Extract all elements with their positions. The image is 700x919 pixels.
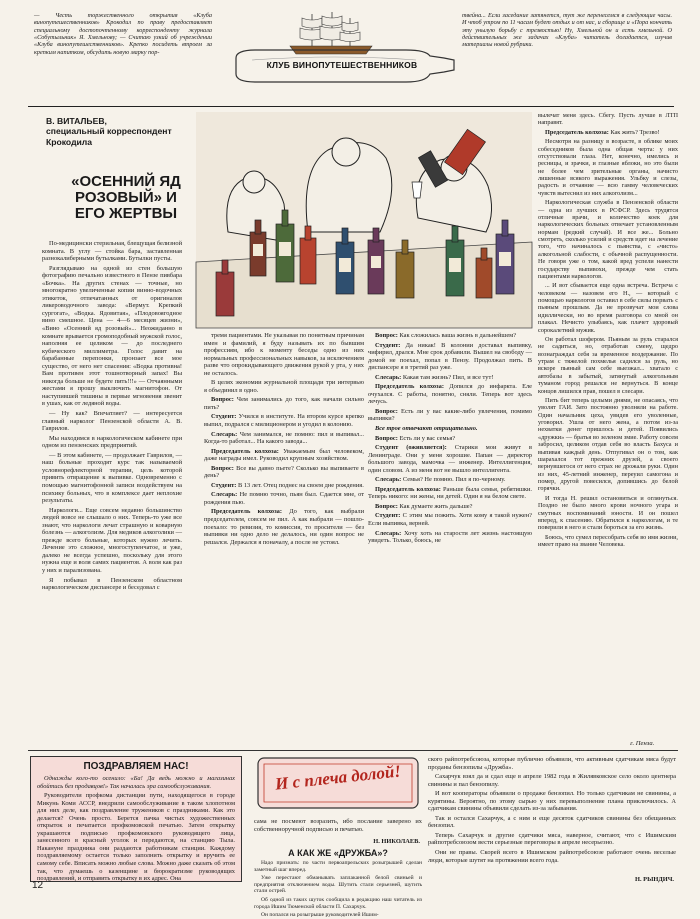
page-number: 12 <box>32 880 44 891</box>
col4-p6: Пить бит теперь целыми днями, не опасаясь, что уволят ГАИ. Зато постоянно уволняли на работе. Один начальник цеха, увидев его уволенные, уговорил. Ушла от него жена, а потом из-за нехватки денег пришлось и детей. Появились «дружки» — братья во зеленом змие. Работу совсем забросил, целиком отдав себя во власть Бахуса и выпивая каждый день. Отпугивал он о том, как шарахался тот прежних друзей, а своего вернувшегося от него страх не дрожали руки. Один из них, 45-летний инженер, переуил самогона и помер, другой повесился, допившись до белой горячки. <box>538 396 678 493</box>
col1-p2: Разглядываю на одной из стен большую фотографию печально известного в Пензе пивбара «Бочка». На других стенах — точные, но многократно увеличенные копии винно-водочных этикеток, отпечатанных от оригиналов ликероводочного завода: «Вермут. Крепкий сургогат», «Водка. Ядовитая», «Плодовоягодное вино смешное. Цена — 4—6 месяцев жизни», «Вино «Осенний яд розовый»... Неожиданно в комнате врывается громоподобный мужской голос, наполняя ее целиком — до последнего кубического миллиметра. Голос давит на барабанные перепонки, пронзает все мое существо, от него нет спасения: «Водка противна! Вам противен этот тошнотворный запах! Вы никогда больше не будете пить!!!» — Отчаянными жестами я прошу выключить магнитофон. От наступившей тишины в первые мгновения звенит в ушах, как от ледяной воды. <box>42 264 182 408</box>
speaker: Слесарь: <box>211 491 238 499</box>
col3-dialog-2: Студент: Да никак! В колонии доставал выпивку, чифирил, дрался. Мне срок добавили. Вышел на свободу — домой не поехал, попал в Пензу. Продолжал пить. В диспансере я в третий раз уже. <box>368 341 532 372</box>
col4-dialog-1: Председатель колхоза: Как жить? Трезво! <box>545 128 660 136</box>
col3-dialog-12: Студент: С этим мы пожить. Хотя кому я такой нужен? Если выпивка, верней. <box>368 512 532 528</box>
col3-dialog-6: Все трое отвечают отрицательно. <box>375 425 478 433</box>
right-bottom-signature: Н. РЫНДИЧ. <box>635 876 674 883</box>
col1-p3: — Ну как? Впечатляет? — интересуется главный нарколог Пензенской области А. В. Гаврилов. <box>42 410 182 433</box>
col2-dialog-7 <box>204 491 364 506</box>
congrats-signature: Н. НИКОЛАЕВ. <box>373 838 420 845</box>
congrats-box <box>30 756 242 882</box>
article-col-4 <box>538 112 678 744</box>
article-col-3 <box>368 332 532 736</box>
col2-dialog-3 <box>204 431 364 446</box>
byline-name: В. ВИТАЛЬЕВ, <box>46 116 107 126</box>
right-bottom-body: ского райпотребсоюза, которые публично объявили, что активным сдатчикам мяса будут проданы бензопилы «Дружба». Сахарчук взял да и сдал еще в апреле 1982 года в Жилявковское село около центнера свинины и пал бензопилу. И вот кооператоры объявили о продаже бензопил. Но только сдатчикам не свинины, а курятины. Вероятно, по этому сырью у них перевыполнение плана приключилось. А сдатчикам свинины объявили сделать из-за забывания. Так и остался Сахарчук, а с ним и еще десяток сдатчиков свинины без обещанных бензопил. Теперь Сахарчук и другие сдатчики мяса, наверное, считают, что с Ишимским райпотребсоюзом вести серьезные переговоры в апреле несерьезно. Они не правы. Скорей всего в Ишимском райпотребсоюзе работают очень веселые люди, которые шутят на протяжении всего года. <box>428 756 676 864</box>
col1-p6: Наркологи... Еще совсем недавно большинство людей вовсе не слышало о них. Теперь-то уже все знают, что наркологи лечат страшную и коварную болезнь — алкоголизм. Для медиков алкоголики — прежде всего больные, которых нужно лечить. Лечение это сложное, многоступенчатое, и уже, далеко не всегда успешно, поскольку для этого нужна еще и воля самих пациентов. А воля как раз у них и парализована. <box>42 506 182 574</box>
congrats-p2: Руководители профкома дистанции пути, находящегося в городе Микунь Коми АССР, внедрили самообслуживание в таком хлопотном для них деле, как поздравление тружеников с праздниками. Как это делается? Очень просто. Берется пачка чистых художественных открыток и печатается профкомовской печатью. Затем открытку украшаются подписью профкомовского руководящего лица, занесенного в красный уголок и передаются, на станцию Тыла. Накануне праздника они раздаются работникам станции. Каждому поздравляемому остается только заполнить открытку и вручить ее самому себе. Вписать можно любые слова. Можно даже сказать об этом так, что думаешь о казенщине и бюрократизме руководящих поздравлений, и отправить открытку в их адрес. Она <box>37 792 235 883</box>
col4-p7: И тогда Н. решил остановиться и оглянуться. Поздно не было много крови ночного угара и смутных воспоминаний юности. И он пошел вперед, к спасению. Обратился к наркологам, и те поверили в него и стали бороться за его жизнь. <box>538 494 678 532</box>
bottle-ship-icon <box>216 10 460 106</box>
col2-p2: В целях экономии журнальной площади три интервью я объединил в одно. <box>204 379 364 394</box>
article-title: «ОСЕННИЙ ЯД РОЗОВЫЙ» И ЕГО ЖЕРТВЫ <box>71 173 181 222</box>
col3-dialog-13: Слесарь: Хочу хоть на старости лет жизнь настоящую увидеть. Только, боюсь, не <box>368 529 532 545</box>
reply: Уважаемым был человеком, даже награды имел. Руководил крупным хозяйством. <box>204 447 364 463</box>
drunkards-cartoon-icon <box>196 112 532 328</box>
col1-p5: — В этом кабинете, — продолжает Гаврилов, — наш больные проходят курс так называемой условнорефлекторной терапии, цель которой привить отвращение к выпивке. Одновременно с помощью магнитофонной записи воздействуем на психику больных, что в комплексе дает неплохие результаты. <box>42 451 182 505</box>
article-col-2 <box>204 332 364 736</box>
byline <box>46 116 174 147</box>
druzhba-title: А КАК ЖЕ «ДРУЖБА»? <box>288 848 388 858</box>
col3-dialog-4: Председатель колхоза: Допился до инфаркта. Еле очухался. С работы, понятно, сняли. Теперь вот здесь лечусь. <box>368 383 533 406</box>
article-col-1 <box>42 240 182 736</box>
congrats-body <box>37 775 235 883</box>
col2-dialog-2 <box>204 413 364 428</box>
speaker: Студент: <box>211 413 237 421</box>
col4-p8: Боюсь, что сумел пересобрать себя во имя жизни, имеет право на звание Человека. <box>538 533 678 548</box>
rubric-logo <box>254 754 422 812</box>
header-right-text: твейна... Если заседание затянется, тут же перенесемся в следующие часы. И чтоб утром по 11 часам будет отдых и от нас, и сборище и «Пора кончать эту унылую борьбу с трезвостью! Ну, Хмельной он и есть хмельной. О действительных же задачах «Клуба» читатель догадается, изучив материалы новой рубрики. <box>462 12 672 49</box>
header-left-text: — Честь торжественного открытия «Клуба винопутешественников» Крокодил по праву предоставляет специальному достопочтенному корреспонденту журнала «Собутыльник» Я. Хмельнову; — Считаю узкий об учреждении «Клуба винопутешественников». Крепко посидеть втроем за крепким напитком, обсудить новую марку пор- <box>34 12 212 56</box>
col4-p4: ... И вот сбывается еще одна встреча. Встреча с человеком — назовем его Н., — который с помощью наркологов оставил в себе силы порвать с пьяным прошлым. Да не прозвучат мои слова идиллически, но во время разговора со мной он плакал. Нечисто улыбаясь, как плачет здоровый сорокалетний мужик. <box>538 282 678 334</box>
col3-dialog-8: Студент (оживляется): Старики мои живут в Ленинграде. Они у меня хорошие. Папан — директор большого завода, мамочка — инженер. Интеллигенция, один словом. А из меня вот не вышло интеллигента. <box>368 444 533 474</box>
col2-dialog-4 <box>204 448 364 463</box>
col2-dialog-1 <box>204 396 364 411</box>
congrats-continuation: сама не посмеют возразить, ибо послание заверено их собственноручной подписью и печатью. <box>254 818 422 833</box>
col1-p7: Я побывал в Пензенском областном наркологическом диспансере и беседовал с <box>42 576 182 592</box>
rubric-logo-text: И с плеча долой! <box>274 761 402 794</box>
col4-p5: Он работал шофером. Пьяным за руль старался не садиться, но, отработав смену, щедро вознаграждал себя за временное воздержание. По утрам с тяжелой похмелья садился за руль, но вскоре пьяный сам себе выезжал... хватало с автобазы в забытый, затянутый алкогольным туманом город решался не вернуться. В конце концов лишился прав, пошел в слесари. <box>538 335 678 395</box>
col3-dialog-9: Слесарь: Семья? Не помню. Пил я по-черному. <box>375 476 506 484</box>
druzhba-body: Надо признать: по части первоапрельских розыгрышей сделан заметный шаг вперед. Уже перестают обманывать заплаканной белой свиньей и предприятия отключением воды. Шутить стали серьезней, шутить стали острей. Об одной из таких шуток сообщила в редакцию наш читатель из города Ишим Тюменской области П. Сахарчук. Он попался на розыгрыше руководителей Ишим- <box>254 860 422 919</box>
col3-dialog-1: Вопрос: Как сложилась ваша жизнь в дальнейшем? <box>375 332 517 339</box>
reply: Чем занимались до того, как начали сильно пить? <box>204 396 364 411</box>
speaker: Студент: <box>211 481 237 489</box>
reply: До того, как выбрали председателем, совсем не пил. А как выбрали — пошло-поехало: то ревизия, то комиссия, то просители — без выпивки ни одно дело не делалось, ни один вопрос не решался. Держался я поначалу, а после не устоял. <box>204 508 364 546</box>
col2-p1: тремя пациентами. Не указывая по понятным причинам имен и фамилий, я буду называть их по бывшим профессиям, ибо к моменту беседы одно из них нормальных профессиональных навыков, за исключением разве что опрокидывающего движения рукой у рта, у них не осталось. <box>204 332 364 377</box>
club-banner-title: КЛУБ ВИНОПУТЕШЕСТВЕННИКОВ <box>266 60 418 70</box>
col4-p2: Несмотря на разницу в возрасте, в облике моих собеседников была одна общая черта: у них отсутствовали глаза. Нет, конечно, имелись и ресницы, и зрачки, и глазные яблоки, но это были не более чем зрительные органы, начисто лишенные всякого выражения. Ульбку и слезы, радость и отчаяние — всю гамму человеческих чувств вытеснил из них алкоголизм... <box>538 138 678 197</box>
col3-dialog-11: Вопрос: Как думаете жить дальше? <box>375 502 473 510</box>
speaker: Председатель колхоза: <box>211 447 279 455</box>
col3-dialog-10: Председатель колхоза: Раньше была семья, ребятишки. Теперь никого: ни жены, ни детей. Один я на белом свете. <box>368 485 533 501</box>
col4-p1: вылечат меня здесь. Сбегу. Пусть лучше в ЛТП направят. <box>538 112 678 127</box>
section-divider <box>28 750 678 751</box>
speaker: Вопрос: <box>211 464 234 472</box>
congrats-title: ПОЗДРАВЛЯЕМ НАС! <box>83 761 189 772</box>
reply: Учился в институте. На втором курсе крепко выпил, подрался с милиционером и угодил в колонию. <box>204 413 364 429</box>
speaker: Председатель колхоза: <box>211 508 282 516</box>
col3-dialog-5: Вопрос: Есть ли у вас какие-либо увлечения, помимо выпивки? <box>368 407 532 423</box>
reply: Не помню точно, пьян был. Сдается мне, от рождения пью. <box>204 491 364 506</box>
congrats-p1: Однажды кого-то осенило: «Ба! Да ведь можно и магазинах обойтись без продавцов!» Так началась эра самообслуживания. <box>37 775 235 790</box>
cartoon-illustration <box>196 112 532 328</box>
col2-dialog-6 <box>204 482 364 490</box>
col2-dialog-5 <box>204 465 364 480</box>
col3-dialog-7: Вопрос: Есть ли у вас семья? <box>375 434 456 442</box>
reply: В 13 лет. Отец поднес на своем дне рождения. <box>236 481 364 489</box>
reply: Все вы давно пьете? Сколько вы выпиваете в день? <box>204 464 364 480</box>
col1-p1: По-медицински стерильная, блещущая белизной комната. В углу — стойка бара, заставленная разнокалиберными бутылками. Бутылки пусты. <box>42 240 182 263</box>
speaker: Слесарь: <box>211 430 238 438</box>
club-banner <box>216 10 460 106</box>
speaker: Вопрос: <box>211 396 234 404</box>
col1-p4: Мы находимся в наркологическом кабинете при одном из пензенских предприятий. <box>42 434 182 450</box>
reply: Чем занимался, не помню: пил и выпивал... Когда-то работал... На какого завода... <box>204 430 364 446</box>
sign-off: г. Пенза. <box>630 740 655 747</box>
col3-dialog-3: Слесарь: Какая там жизнь? Пил, и все тут! <box>375 373 494 381</box>
col2-dialog-8 <box>204 508 364 546</box>
col4-p3: Наркологическая служба в Пензенской области — одна из лучших в РСФСР. Здесь трудятся отличные врачи, и количество коек для наркологических больных отвечает установленным нормам (редкий случай). И все же... Больно смотреть, сколько усилий и средств идет на лечение того, что начиналось с пьянства, с «чисто» алкогольной слабости, с обычной распущенности. Не говоря уже о том, какой вред успели нанести государству выпивохи, прежде чем стать пациентами наркологов. <box>538 199 678 280</box>
byline-role: специальный корреспондент Крокодила <box>46 126 172 147</box>
